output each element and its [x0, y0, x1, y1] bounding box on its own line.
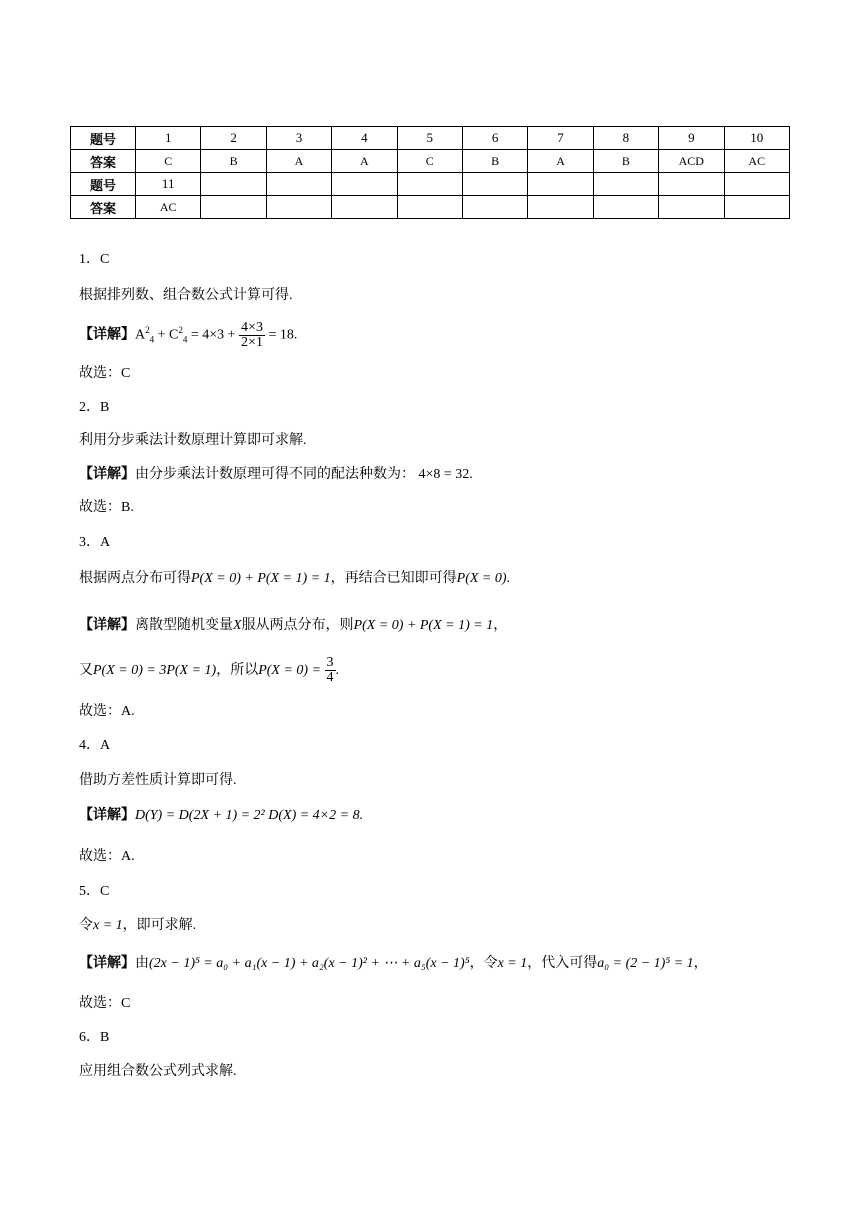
table-cell: A: [528, 150, 593, 173]
table-cell: [266, 196, 331, 219]
table-cell: 5: [397, 127, 462, 150]
table-row: [71, 150, 790, 173]
table-cell: 1: [136, 127, 201, 150]
table-cell: [659, 173, 724, 196]
table-cell: [593, 173, 658, 196]
detail-label: 【详解】: [79, 808, 135, 823]
detail-label: 【详解】: [79, 618, 135, 633]
formula: P(X = 0): [456, 571, 507, 586]
table-row: [71, 127, 790, 150]
formula: (2x − 1)⁵ = a₀ + a₁(x − 1) + a₂(x − 1)² + ⋯ + a₅(x − 1)⁵: [149, 956, 470, 971]
table-cell: AC: [724, 150, 789, 173]
combination-symbol: + C: [154, 327, 179, 343]
q3-heading: 3．A: [79, 535, 111, 550]
sub: 4: [149, 334, 155, 345]
table-row-header: 题号: [71, 173, 136, 196]
q1-detail: [79, 321, 297, 350]
detail-text: 离散型随机变量: [135, 618, 233, 633]
formula: x = 1: [93, 918, 123, 933]
fraction: [239, 321, 265, 350]
table-cell: C: [136, 150, 201, 173]
formula: 4×8 = 32.: [418, 467, 473, 482]
fraction-numerator: 4×3: [241, 320, 263, 335]
table-cell: [332, 173, 397, 196]
detail-text: ，代入可得: [527, 956, 598, 971]
detail-text: ，: [693, 956, 708, 971]
fraction-numerator: 3: [326, 655, 334, 671]
detail-text: 服从两点分布，则: [241, 618, 354, 633]
q6-hint: 应用组合数公式列式求解.: [79, 1064, 237, 1079]
table-cell: B: [201, 150, 266, 173]
q6-heading: 6．B: [79, 1030, 110, 1045]
table-cell: [462, 196, 527, 219]
fraction: [325, 656, 336, 685]
q3-hint: [79, 569, 510, 589]
table-cell: AC: [136, 196, 201, 219]
q1-answer: 故选：C: [79, 366, 131, 381]
table-cell: 9: [659, 127, 724, 150]
q2-answer: 故选：B.: [79, 500, 134, 515]
table-cell: B: [462, 150, 527, 173]
table-cell: 4: [332, 127, 397, 150]
q5-detail: [79, 954, 708, 974]
q3-detail-line2: [79, 656, 339, 686]
variable-x: X: [233, 618, 242, 633]
q1-heading: 1．C: [79, 252, 110, 267]
formula: P(X = 0) =: [258, 663, 325, 678]
formula-eq: = 4×3 +: [187, 327, 240, 343]
table-cell: [724, 173, 789, 196]
hint-text: .: [506, 571, 511, 586]
q4-heading: 4．A: [79, 738, 111, 753]
table-cell: [266, 173, 331, 196]
table-cell: [724, 196, 789, 219]
q5-answer: 故选：C: [79, 996, 131, 1011]
detail-label: 【详解】: [79, 467, 135, 482]
table-cell: [397, 196, 462, 219]
table-row-header: 答案: [71, 196, 136, 219]
table-cell: 6: [462, 127, 527, 150]
sup: 2: [145, 325, 150, 336]
table-row: [71, 196, 790, 219]
detail-text: ，: [493, 618, 508, 633]
table-cell: A: [332, 150, 397, 173]
detail-label: 【详解】: [79, 327, 135, 343]
q4-answer: 故选：A.: [79, 849, 135, 864]
table-cell: B: [593, 150, 658, 173]
table-cell: [528, 196, 593, 219]
detail-text: ，所以: [216, 663, 259, 678]
formula-tail: = 18.: [264, 327, 298, 343]
formula: P(X = 0) = 3P(X = 1): [93, 663, 217, 678]
table-cell: 2: [201, 127, 266, 150]
detail-text: ，令: [469, 956, 498, 971]
table-cell: [201, 173, 266, 196]
table-cell: 10: [724, 127, 789, 150]
hint-text: ，即可求解.: [122, 918, 197, 933]
q2-detail: [79, 465, 473, 485]
table-cell: [397, 173, 462, 196]
table-cell: [332, 196, 397, 219]
detail-text: 又: [79, 663, 93, 678]
q2-heading: 2．B: [79, 400, 110, 415]
q1-hint: 根据排列数、组合数公式计算可得.: [79, 288, 293, 303]
table-cell: 8: [593, 127, 658, 150]
formula: P(X = 0) + P(X = 1) = 1: [191, 571, 331, 586]
fraction-denominator: 4: [326, 670, 334, 686]
table-cell: [201, 196, 266, 219]
formula: a₀ = (2 − 1)⁵ = 1: [597, 956, 694, 971]
fraction-denominator: 2×1: [241, 335, 263, 350]
table-cell: [528, 173, 593, 196]
hint-text: 根据两点分布可得: [79, 571, 191, 586]
table-cell: ACD: [659, 150, 724, 173]
table-row-header: 题号: [71, 127, 136, 150]
sup: 2: [178, 325, 183, 336]
hint-text: 令: [79, 918, 93, 933]
formula: x = 1: [497, 956, 528, 971]
hint-text: ，再结合已知即可得: [330, 571, 457, 586]
table-cell: 11: [136, 173, 201, 196]
table-cell: C: [397, 150, 462, 173]
table-row-header: 答案: [71, 150, 136, 173]
formula: D(Y) = D(2X + 1) = 2² D(X) = 4×2 = 8.: [135, 808, 364, 823]
detail-text: 由分步乘法计数原理可得不同的配法种数为：: [135, 467, 415, 482]
q5-heading: 5．C: [79, 884, 110, 899]
q2-hint: 利用分步乘法计数原理计算即可求解.: [79, 433, 307, 448]
table-cell: 3: [266, 127, 331, 150]
formula: P(X = 0) + P(X = 1) = 1: [353, 618, 494, 633]
detail-text: .: [335, 663, 340, 678]
table-cell: [593, 196, 658, 219]
permutation-symbol: A: [135, 327, 146, 343]
table-cell: [462, 173, 527, 196]
table-cell: [659, 196, 724, 219]
table-cell: A: [266, 150, 331, 173]
q3-answer: 故选：A.: [79, 704, 135, 719]
detail-text: 由: [135, 956, 149, 971]
table-cell: 7: [528, 127, 593, 150]
q3-detail: [79, 616, 507, 636]
answer-table: [70, 126, 790, 219]
q4-detail: [79, 806, 363, 826]
detail-label: 【详解】: [79, 956, 135, 971]
table-row: [71, 173, 790, 196]
q4-hint: 借助方差性质计算即可得.: [79, 773, 237, 788]
q5-hint: [79, 916, 196, 936]
sub: 4: [182, 334, 188, 345]
